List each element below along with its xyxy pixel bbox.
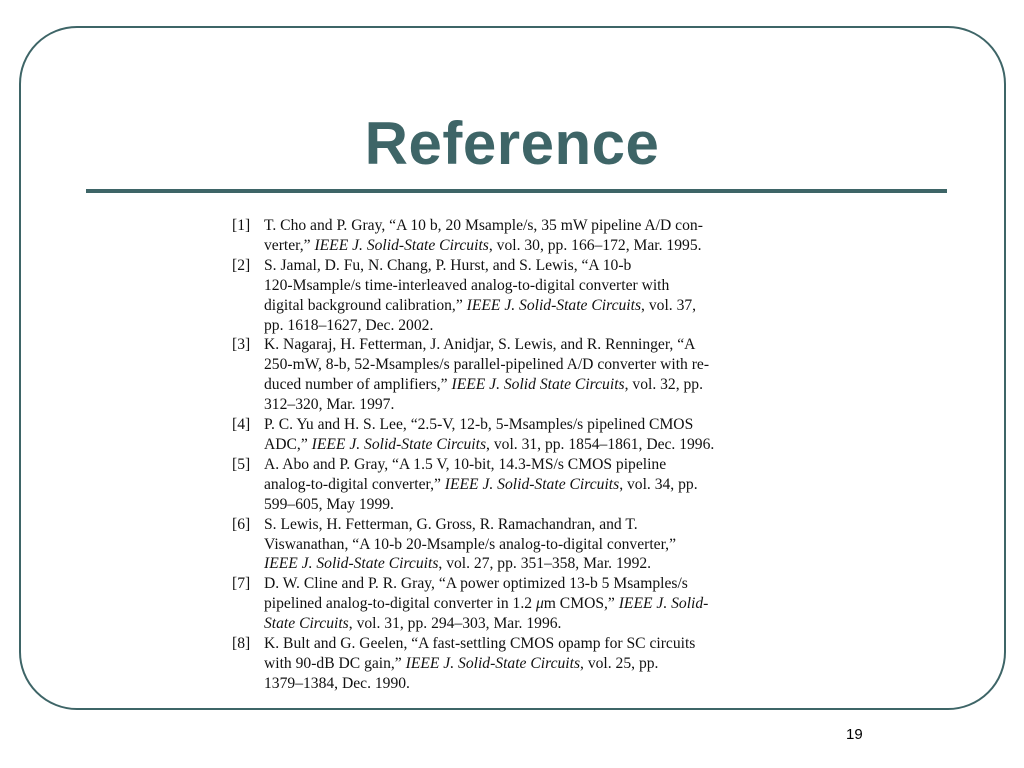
reference-text: , vol. 32, pp. bbox=[624, 376, 703, 394]
reference-text: D. W. Cline and P. R. Gray, “A power optimized 13-b 5 Msamples/s bbox=[264, 575, 688, 593]
reference-number: [5] bbox=[232, 455, 251, 473]
reference-line bbox=[264, 335, 770, 355]
reference-text: Viswanathan, “A 10-b 20-Msample/s analog-to-digital converter,” bbox=[264, 535, 676, 553]
reference-number: [8] bbox=[232, 635, 251, 653]
reference-journal-text: IEEE J. Solid- bbox=[618, 595, 709, 613]
reference-journal-text: IEEE J. Solid-State Circuits bbox=[264, 555, 439, 573]
reference-number: [1] bbox=[232, 217, 251, 234]
reference-line bbox=[264, 435, 770, 455]
reference-item bbox=[232, 216, 770, 256]
reference-text: analog-to-digital converter,” bbox=[264, 475, 445, 493]
reference-line bbox=[264, 554, 770, 574]
reference-item bbox=[232, 335, 770, 415]
reference-text: T. Cho and P. Gray, “A 10 b, 20 Msample/s, 35 mW pipeline A/D con- bbox=[264, 217, 703, 234]
reference-text: 312–320, Mar. 1997. bbox=[264, 396, 395, 414]
reference-text: P. C. Yu and H. S. Lee, “2.5-V, 12-b, 5-Msamples/s pipelined CMOS bbox=[264, 416, 694, 434]
reference-journal-text: IEEE J. Solid-State Circuits bbox=[405, 654, 581, 672]
reference-line bbox=[264, 236, 770, 256]
reference-number: [7] bbox=[232, 575, 251, 593]
reference-line bbox=[264, 355, 770, 375]
reference-line bbox=[264, 634, 770, 654]
reference-text: S. Jamal, D. Fu, N. Chang, P. Hurst, and S. Lewis, “A 10-b bbox=[264, 256, 632, 274]
title-divider bbox=[86, 189, 947, 193]
reference-item bbox=[232, 574, 770, 634]
reference-list bbox=[232, 216, 770, 694]
reference-text: , vol. 34, pp. bbox=[619, 475, 698, 493]
reference-text: K. Nagaraj, H. Fetterman, J. Anidjar, S. Lewis, and R. Renninger, “A bbox=[264, 336, 696, 354]
reference-number: [3] bbox=[232, 336, 251, 354]
reference-line bbox=[264, 455, 770, 475]
reference-journal-text: IEEE J. Solid-State Circuits bbox=[466, 296, 642, 314]
reference-line bbox=[264, 375, 770, 395]
reference-line bbox=[264, 614, 770, 634]
reference-text: pp. 1618–1627, Dec. 2002. bbox=[264, 316, 434, 334]
reference-line bbox=[264, 256, 770, 276]
reference-line bbox=[264, 535, 770, 555]
reference-line bbox=[264, 495, 770, 515]
reference-line bbox=[264, 216, 770, 236]
reference-text: , vol. 30, pp. 166–172, Mar. 1995. bbox=[488, 236, 702, 254]
reference-text: 1379–1384, Dec. 1990. bbox=[264, 674, 410, 692]
reference-text: pipelined analog-to-digital converter in 1.2 bbox=[264, 595, 536, 613]
reference-text: verter,” bbox=[264, 236, 315, 254]
reference-text: , vol. 31, pp. 1854–1861, Dec. 1996. bbox=[486, 435, 715, 453]
reference-line bbox=[264, 395, 770, 415]
reference-item bbox=[232, 634, 770, 694]
reference-item bbox=[232, 415, 770, 455]
reference-text: 120-Msample/s time-interleaved analog-to-digital converter with bbox=[264, 276, 670, 294]
slide-title: Reference bbox=[364, 110, 660, 177]
reference-journal-text: IEEE J. Solid-State Circuits bbox=[444, 475, 620, 493]
reference-text: , vol. 37, bbox=[641, 296, 697, 314]
reference-journal-text: IEEE J. Solid-State Circuits bbox=[314, 236, 489, 254]
reference-text: ADC,” bbox=[264, 435, 312, 453]
reference-text: duced number of amplifiers,” bbox=[264, 376, 452, 394]
reference-line bbox=[264, 276, 770, 296]
reference-line bbox=[264, 296, 770, 316]
reference-line bbox=[264, 654, 770, 674]
reference-item bbox=[232, 256, 770, 336]
reference-item bbox=[232, 455, 770, 515]
reference-text: S. Lewis, H. Fetterman, G. Gross, R. Ramachandran, and T. bbox=[264, 515, 638, 533]
reference-number: [2] bbox=[232, 256, 251, 274]
reference-number: [6] bbox=[232, 515, 251, 533]
reference-text: K. Bult and G. Geelen, “A fast-settling CMOS opamp for SC circuits bbox=[264, 635, 696, 653]
reference-line bbox=[264, 515, 770, 535]
reference-journal-text: IEEE J. Solid-State Circuits bbox=[311, 435, 487, 453]
reference-text: 599–605, May 1999. bbox=[264, 495, 394, 513]
reference-line bbox=[264, 415, 770, 435]
reference-text: 250-mW, 8-b, 52-Msamples/s parallel-pipelined A/D converter with re- bbox=[264, 356, 710, 374]
reference-text: A. Abo and P. Gray, “A 1.5 V, 10-bit, 14.3-MS/s CMOS pipeline bbox=[264, 455, 667, 473]
reference-line bbox=[264, 574, 770, 594]
reference-text: digital background calibration,” bbox=[264, 296, 467, 314]
reference-text: m CMOS,” bbox=[543, 595, 619, 613]
reference-number: [4] bbox=[232, 416, 251, 434]
reference-text: , vol. 25, pp. bbox=[580, 654, 659, 672]
reference-line bbox=[264, 594, 770, 614]
reference-item bbox=[232, 515, 770, 575]
reference-line bbox=[264, 316, 770, 336]
reference-text: , vol. 27, pp. 351–358, Mar. 1992. bbox=[438, 555, 652, 573]
reference-text: , vol. 31, pp. 294–303, Mar. 1996. bbox=[348, 615, 562, 633]
reference-journal-text: μ bbox=[535, 595, 544, 613]
reference-journal-text: IEEE J. Solid State Circuits bbox=[451, 376, 625, 394]
page-number: 19 bbox=[846, 726, 863, 743]
reference-line bbox=[264, 674, 770, 694]
reference-journal-text: State Circuits bbox=[264, 615, 349, 633]
reference-line bbox=[264, 475, 770, 495]
reference-text: with 90-dB DC gain,” bbox=[264, 654, 406, 672]
